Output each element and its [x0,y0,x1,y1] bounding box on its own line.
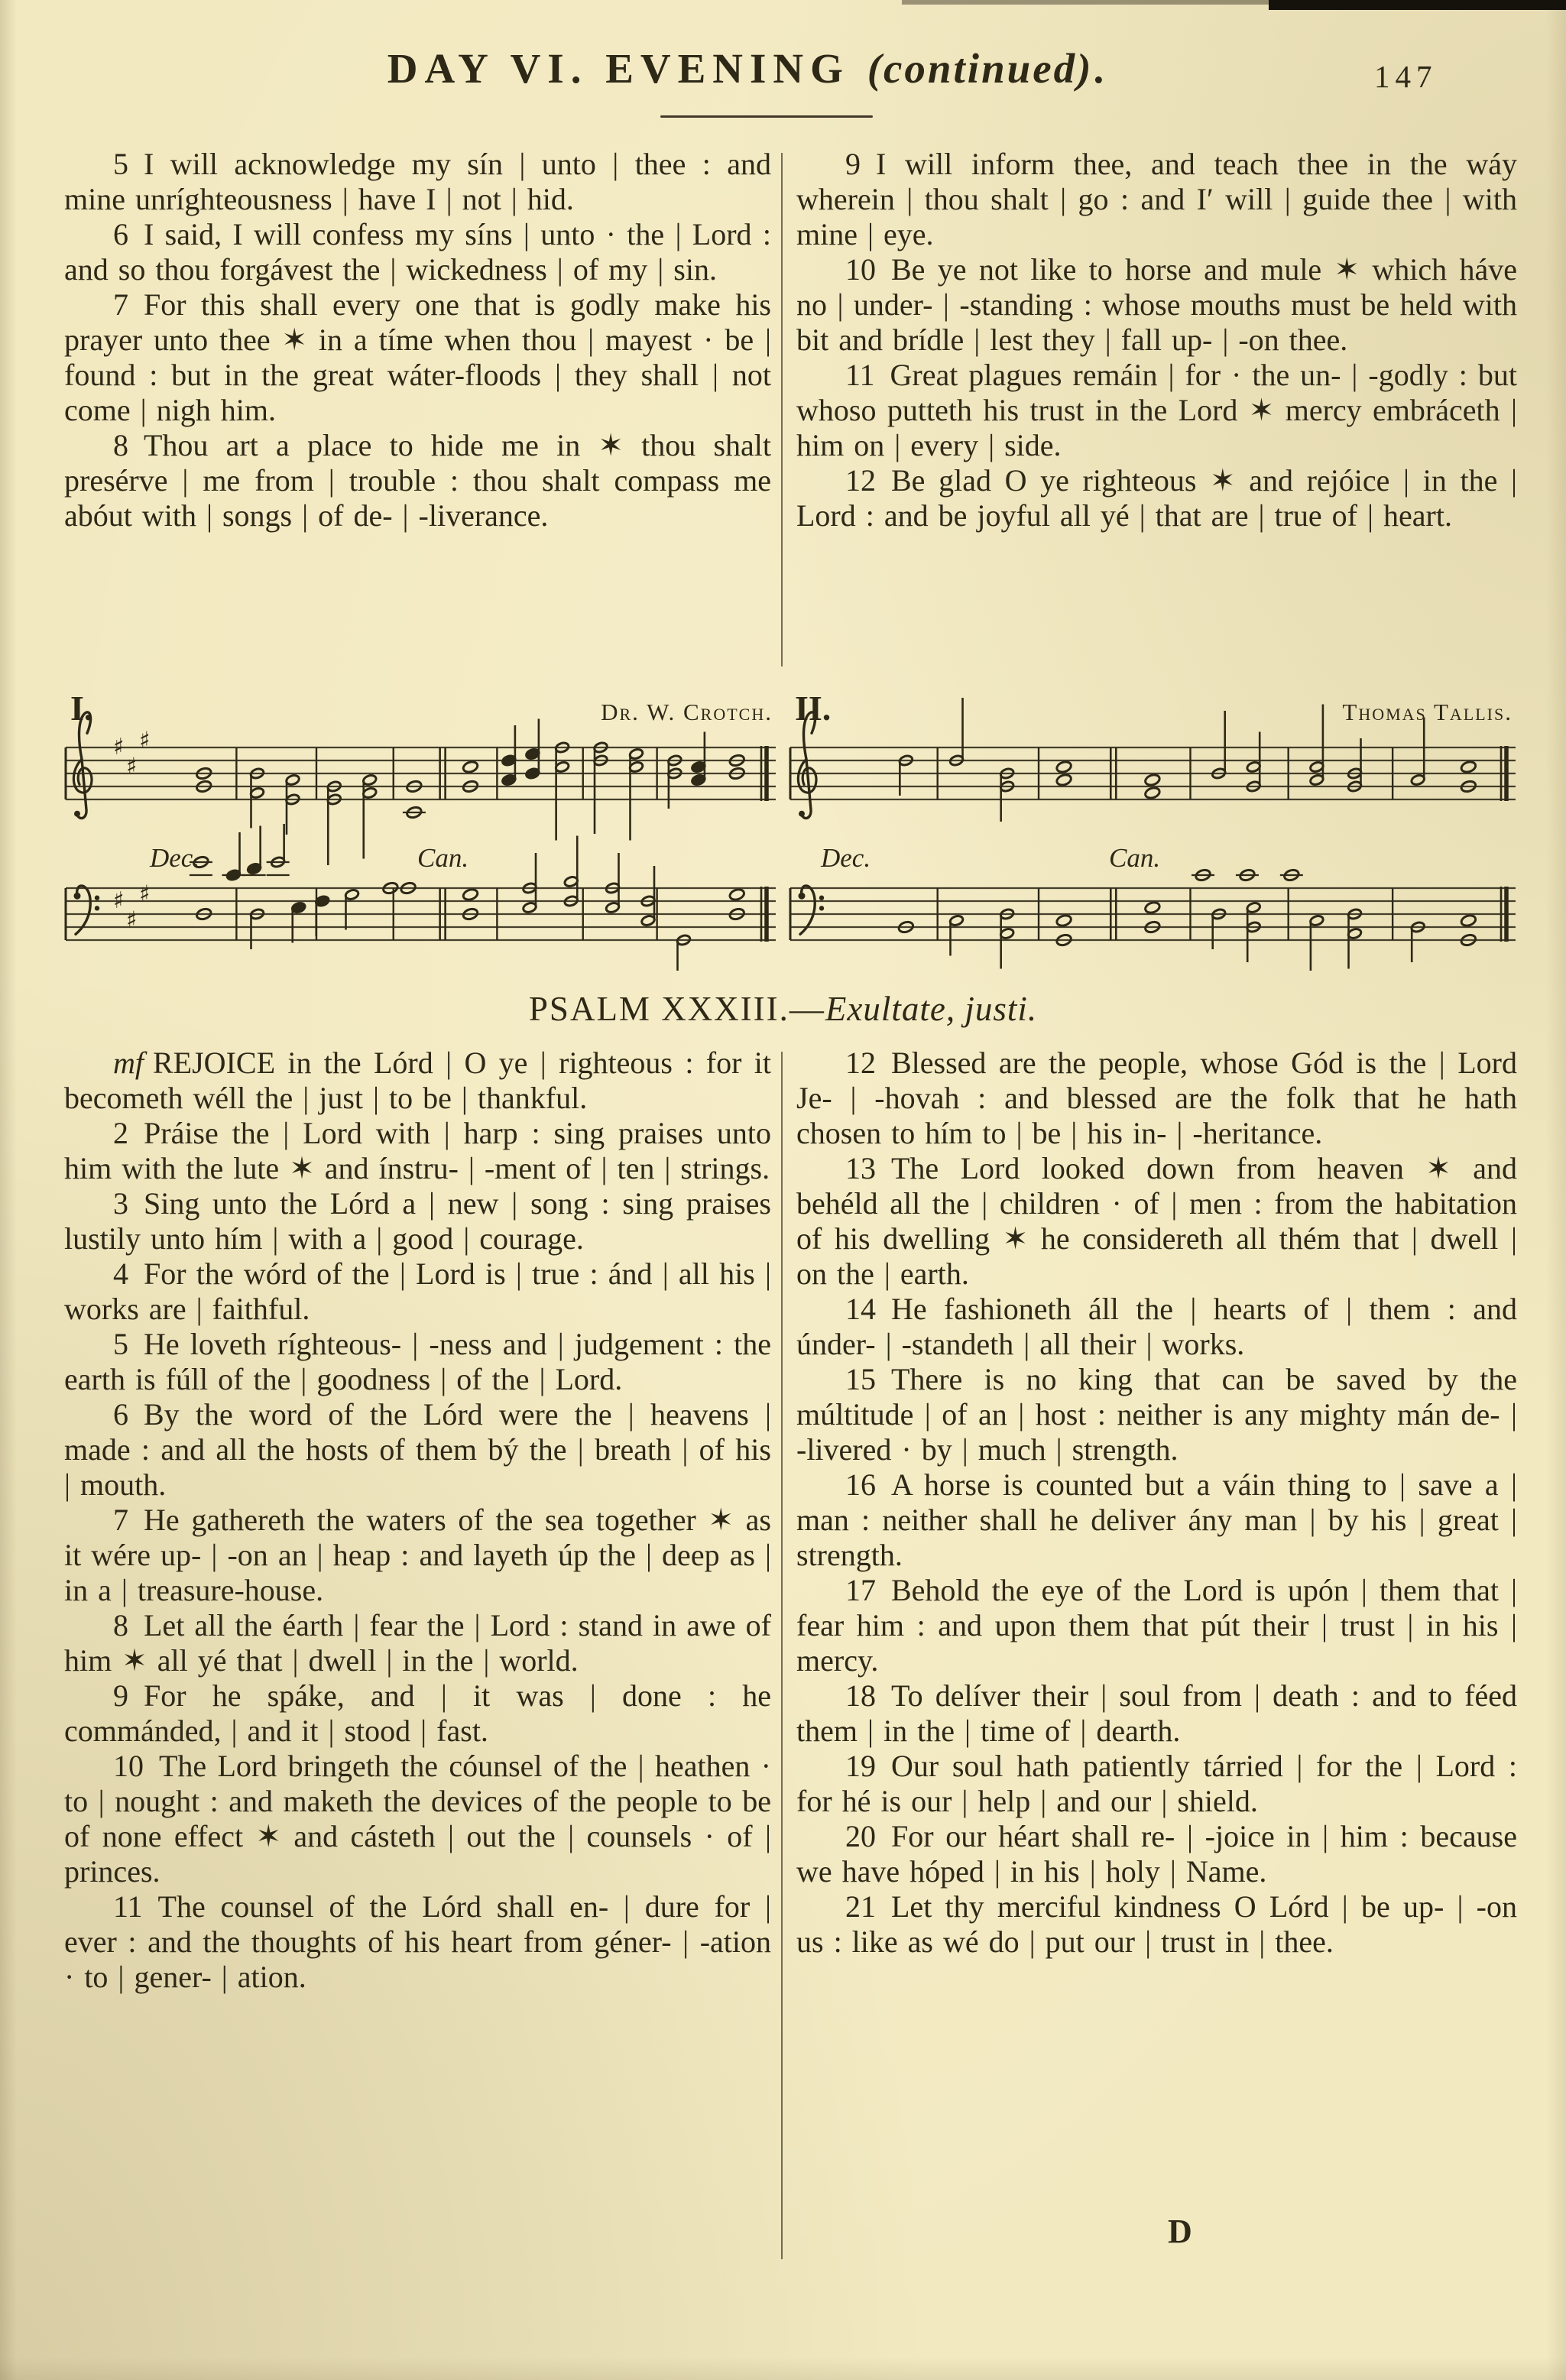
psalm32-left-column [64,147,771,533]
treble-clef-icon [73,712,92,819]
psalm-verse: 7 He gathereth the waters of the sea together ✶ as it wére up- | -on an | heap : and layeth úp the | deep as | in a | treasure-house. [64,1503,771,1607]
psalm33-heading: PSALM XXXIII.—Exultate, justi. [528,990,1038,1028]
psalm32-right-column [796,147,1517,533]
psalm-verse: 8 Thou art a place to hide me in ✶ thou shalt presérve | me from | trouble : thou shalt compass me abóut with | songs | of de- | -liverance. [64,428,771,533]
page-number: 147 [1374,59,1438,94]
psalm-verse: 17 Behold the eye of the Lord is upón | them that | fear him : and upon them that pút their | trust | in his | mercy. [796,1573,1517,1678]
chant-numeral: I. [70,689,93,728]
treble-clef-icon [798,712,816,819]
psalm-verse: 18 To delíver their | soul from | death : and to féed them | in the | time of | dearth. [796,1678,1517,1748]
page-title-continued: (continued) [867,45,1094,92]
chant-score [60,686,782,971]
psalm-verse: 12 Blessed are the people, whose Gód is the | Lord Je- | -hovah : and blessed are the folk that he hath chosen to hím to | be | his in- | -heritance. [796,1046,1517,1150]
psalm-verse: 16 A horse is counted but a váin thing to | save a | man : neither shall he deliver ány man | by his | great | strength. [796,1467,1517,1572]
psalm-verse: 9 I will inform thee, and teach thee in the wáy wherein | thou shalt | go : and I′ will | guide thee | with mine | eye. [796,147,1517,251]
sharp-icon: ♯ [113,734,125,760]
psalm-verse: 9 For he spáke, and | it was | done : he commánded, | and it | stood | fast. [64,1678,771,1748]
note-head [1055,914,1072,928]
signature-mark: D [1168,2213,1192,2250]
psalm33-left-column [64,1046,771,1995]
chant-two-notation [784,686,1522,974]
column-rule-top [781,153,783,666]
header-rule [660,115,873,118]
psalm-verse: 10 The Lord bringeth the cóunsel of the | heathen · to | nought : and maketh the devices of the people to be of none effect ✶ and cásteth | out the | counsels · of | princes. [64,1749,771,1889]
note-head [1144,901,1161,915]
psalm-verse: mf REJOICE in the Lórd | O ye | righteous : for it becometh wéll the | just | to be | thankful. [64,1046,771,1115]
psalm-verse: 8 Let all the éarth | fear the | Lord : stand in awe of him ✶ all yé that | dwell | in the | world. [64,1608,771,1678]
bass-staff [790,868,1516,971]
cantoris-label: Can. [1109,843,1161,873]
psalm-verse: 5 I will acknowledge my sín | unto | thee : and mine unríghteousness | have I | not | hid. [64,147,771,216]
psalm-verse: 6 I said, I will confess my síns | unto · the | Lord : and so thou forgávest the | wickedness | of my | sin. [64,217,771,287]
note-head [1460,760,1477,774]
note-head [1144,773,1161,787]
psalm-verse: 21 Let thy merciful kindness O Lórd | be up- | -on us : like as wé do | put our | trust in | thee. [796,1889,1517,1959]
psalm-verse: 5 He loveth ríghteous- | -ness and | judgement : the earth is fúll of the | goodness | of the | Lord. [64,1327,771,1396]
psalm-verse: 12 Be glad O ye righteous ✶ and rejóice | in the | Lord : and be joyful all yé | that are | true of | heart. [796,463,1517,533]
note-head [1144,786,1161,800]
psalm-verse: 6 By the word of the Lórd were the | heavens | made : and all the hosts of them bý the | breath | of his | mouth. [64,1397,771,1502]
chant-one-notation [60,686,782,974]
note-head [462,888,479,902]
psalm-verse: 4 For the wórd of the | Lord is | true : ánd | all his | works are | faithful. [64,1256,771,1326]
sharp-icon: ♯ [113,887,125,914]
treble-staff [66,712,776,865]
chant-composer: Thomas Tallis. [1342,699,1513,725]
decani-label: Dec. [150,843,200,873]
psalm-verse: 3 Sing unto the Lórd a | new | song : sing praises lustily unto hím | with a | good | courage. [64,1186,771,1256]
photo-edge-shadow [902,0,1269,5]
psalm-verse: 2 Práise the | Lord with | harp : sing praises unto him with the lute ✶ and ínstru- | -ment of | ten | strings. [64,1116,771,1185]
note-head [1460,914,1477,928]
dynamic-mark: mf [113,1046,144,1080]
psalm-verse: 10 Be ye not like to horse and mule ✶ which háve no | under- | -standing : whose mouths must be held with bit and brídle | lest they | fall up- | -on thee. [796,252,1517,357]
psalm-verse: 11 The counsel of the Lórd shall en- | dure for | ever : and the thoughts of his heart from géner- | -ation · to | gener- | ation. [64,1889,771,1994]
chant-score [784,686,1522,971]
photo-edge-dark-strip [1269,0,1566,10]
psalm-verse: 20 For our héart shall re- | -joice in | him : because we have hóped | in his | holy | Name. [796,1819,1517,1889]
psalm-verse: 11 Great plagues remáin | for · the un- | -godly : but whoso putteth his trust in the Lord ✶ mercy embráceth | him on | every | side. [796,358,1517,462]
note-head [1055,773,1072,787]
psalm-verse: 13 The Lord looked down from heaven ✶ and behéld all the | children · of | men : from the habitation of his dwelling ✶ he considereth all thém that | dwell | on the | earth. [796,1151,1517,1291]
sharp-icon: ♯ [139,727,151,754]
sharp-icon: ♯ [126,753,138,780]
psalm33-right-column [796,1046,1517,1960]
psalm33-subtitle: Exultate, justi. [825,990,1038,1028]
note-head [1055,760,1072,774]
chant-composer: Dr. W. Crotch. [601,699,773,725]
psalm-verse: 15 There is no king that can be saved by the múltitude | of an | host : neither is any mighty mán de- | -livered · by | much | strength. [796,1362,1517,1467]
psalm-verse: 14 He fashioneth áll the | hearts of | them : and únder- | -standeth | all their | works. [796,1292,1517,1361]
page-title: DAY VI. EVENING (continued). [387,45,1111,92]
psalm-verse: 7 For this shall every one that is godly make his prayer unto thee ✶ in a tíme when thou | mayest · be | found : but in the great wáter-floods | they shall | not come | nigh him. [64,287,771,427]
note-head [462,760,479,774]
decani-label: Dec. [821,843,871,873]
cantoris-label: Can. [417,843,469,873]
chant-numeral: II. [795,689,832,728]
sharp-icon: ♯ [126,906,138,934]
sharp-icon: ♯ [139,880,151,908]
column-rule-bottom [781,1052,783,2259]
note-head [728,888,745,902]
psalm-verse: 19 Our soul hath patiently tárried | for the | Lord : for hé is our | help | and our | shield. [796,1749,1517,1818]
